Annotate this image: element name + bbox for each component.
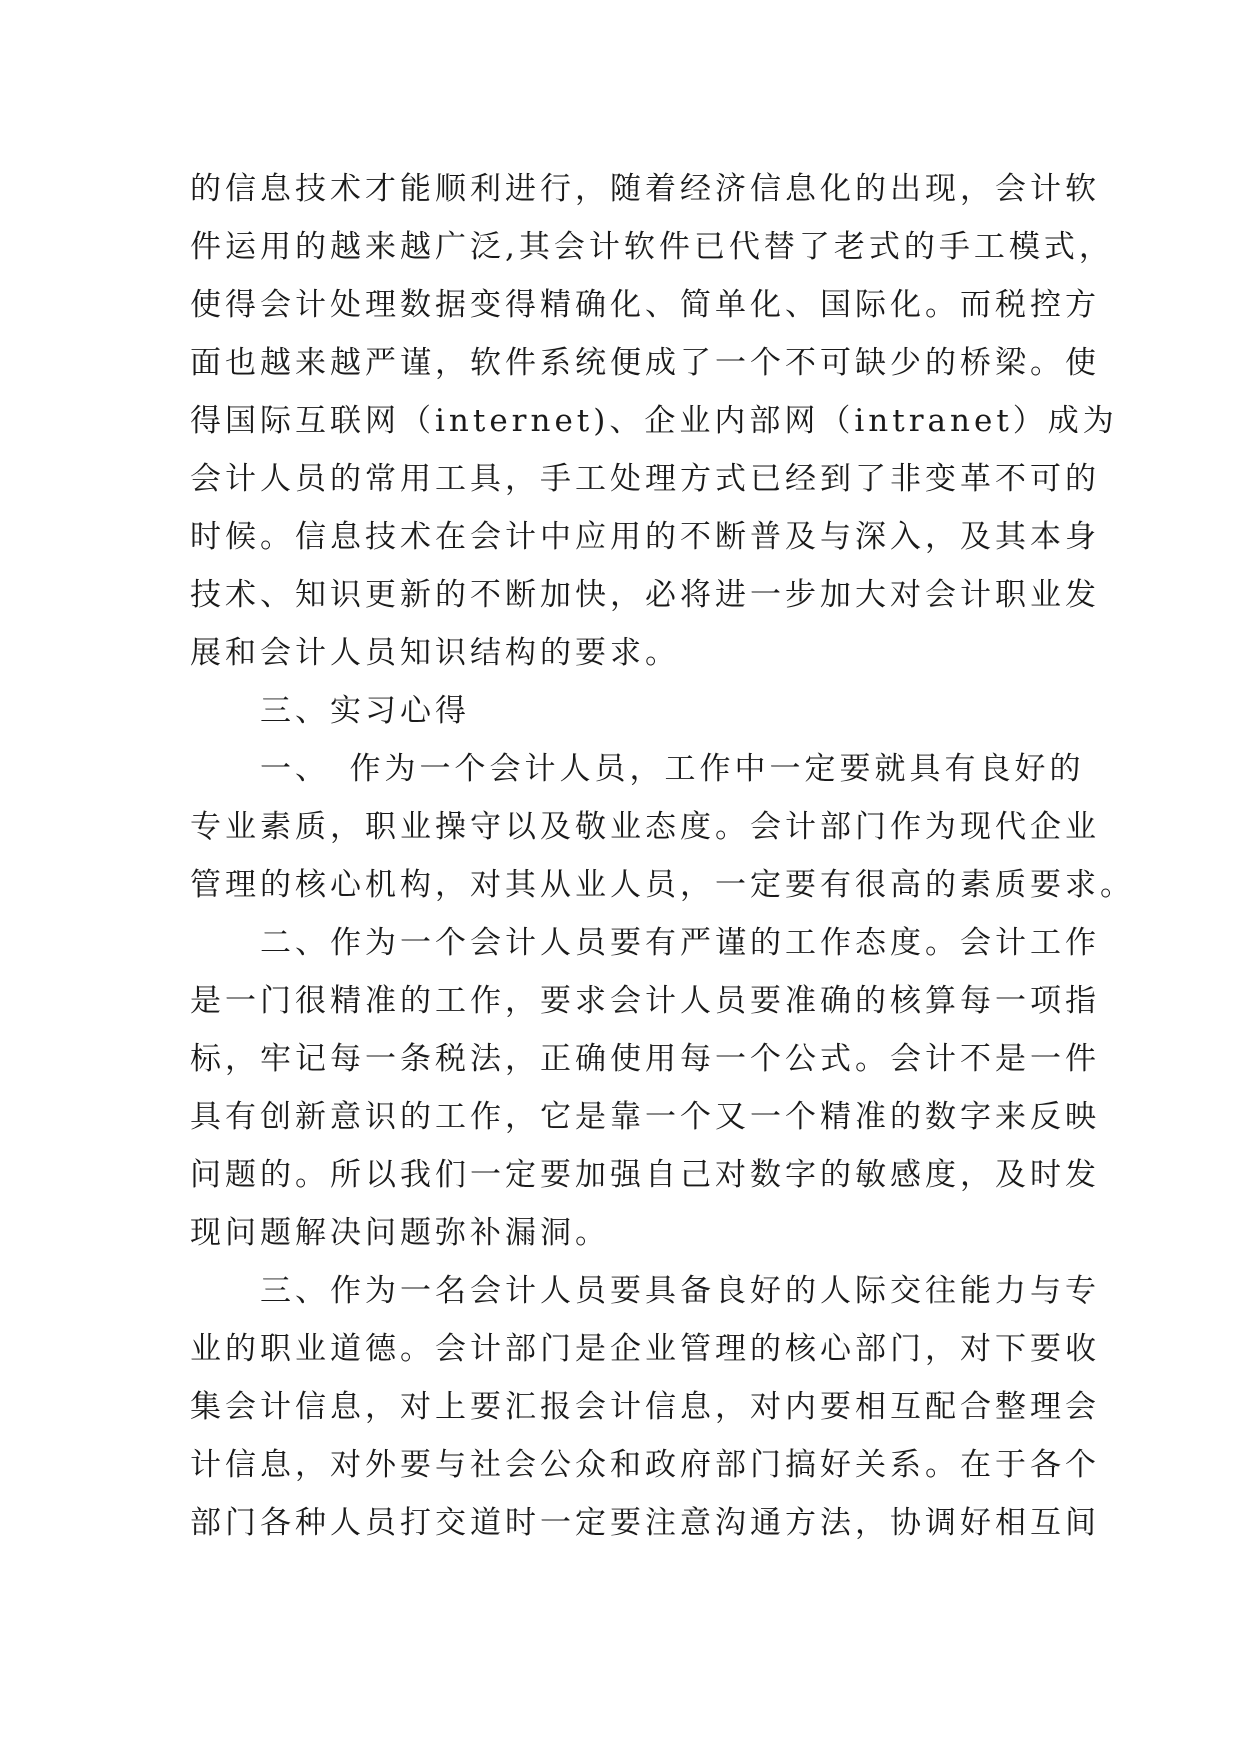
text-line: 时候。信息技术在会计中应用的不断普及与深入，及其本身 <box>190 519 1100 555</box>
text-line: 技术、知识更新的不断加快，必将进一步加大对会计职业发 <box>190 577 1100 613</box>
text-line: 的信息技术才能顺利进行，随着经济信息化的出现，会计软 <box>190 171 1100 207</box>
section-heading: 三、实习心得 <box>190 693 470 729</box>
text-line: 件运用的越来越广泛,其会计软件已代替了老式的手工模式， <box>190 229 1114 265</box>
text-line: 面也越来越严谨，软件系统便成了一个不可缺少的桥梁。使 <box>190 345 1100 381</box>
text-line: 二、作为一个会计人员要有严谨的工作态度。会计工作 <box>190 925 1100 961</box>
text-line: 使得会计处理数据变得精确化、简单化、国际化。而税控方 <box>190 287 1100 323</box>
text-line: 一、 作为一个会计人员，工作中一定要就具有良好的 <box>190 751 1085 787</box>
text-line: 具有创新意识的工作，它是靠一个又一个精准的数字来反映 <box>190 1099 1100 1135</box>
text-line: 专业素质，职业操守以及敬业态度。会计部门作为现代企业 <box>190 809 1100 845</box>
text-line: 管理的核心机构，对其从业人员，一定要有很高的素质要求。 <box>190 867 1135 903</box>
text-line: 展和会计人员知识结构的要求。 <box>190 635 680 671</box>
text-line: 集会计信息，对上要汇报会计信息，对内要相互配合整理会 <box>190 1389 1100 1425</box>
text-line: 问题的。所以我们一定要加强自己对数字的敏感度，及时发 <box>190 1157 1100 1193</box>
text-line: 会计人员的常用工具，手工处理方式已经到了非变革不可的 <box>190 461 1100 497</box>
text-line: 三、作为一名会计人员要具备良好的人际交往能力与专 <box>190 1273 1100 1309</box>
text-line: 业的职业道德。会计部门是企业管理的核心部门，对下要收 <box>190 1331 1100 1367</box>
text-line: 标，牢记每一条税法，正确使用每一个公式。会计不是一件 <box>190 1041 1100 1077</box>
text-line: 计信息，对外要与社会公众和政府部门搞好关系。在于各个 <box>190 1447 1100 1483</box>
text-line: 是一门很精准的工作，要求会计人员要准确的核算每一项指 <box>190 983 1100 1019</box>
text-line: 得国际互联网（internet)、企业内部网（intranet）成为 <box>190 403 1118 439</box>
text-line: 部门各种人员打交道时一定要注意沟通方法，协调好相互间 <box>190 1505 1100 1541</box>
text-line: 现问题解决问题弥补漏洞。 <box>190 1215 610 1251</box>
body-text <box>190 160 1135 1552</box>
